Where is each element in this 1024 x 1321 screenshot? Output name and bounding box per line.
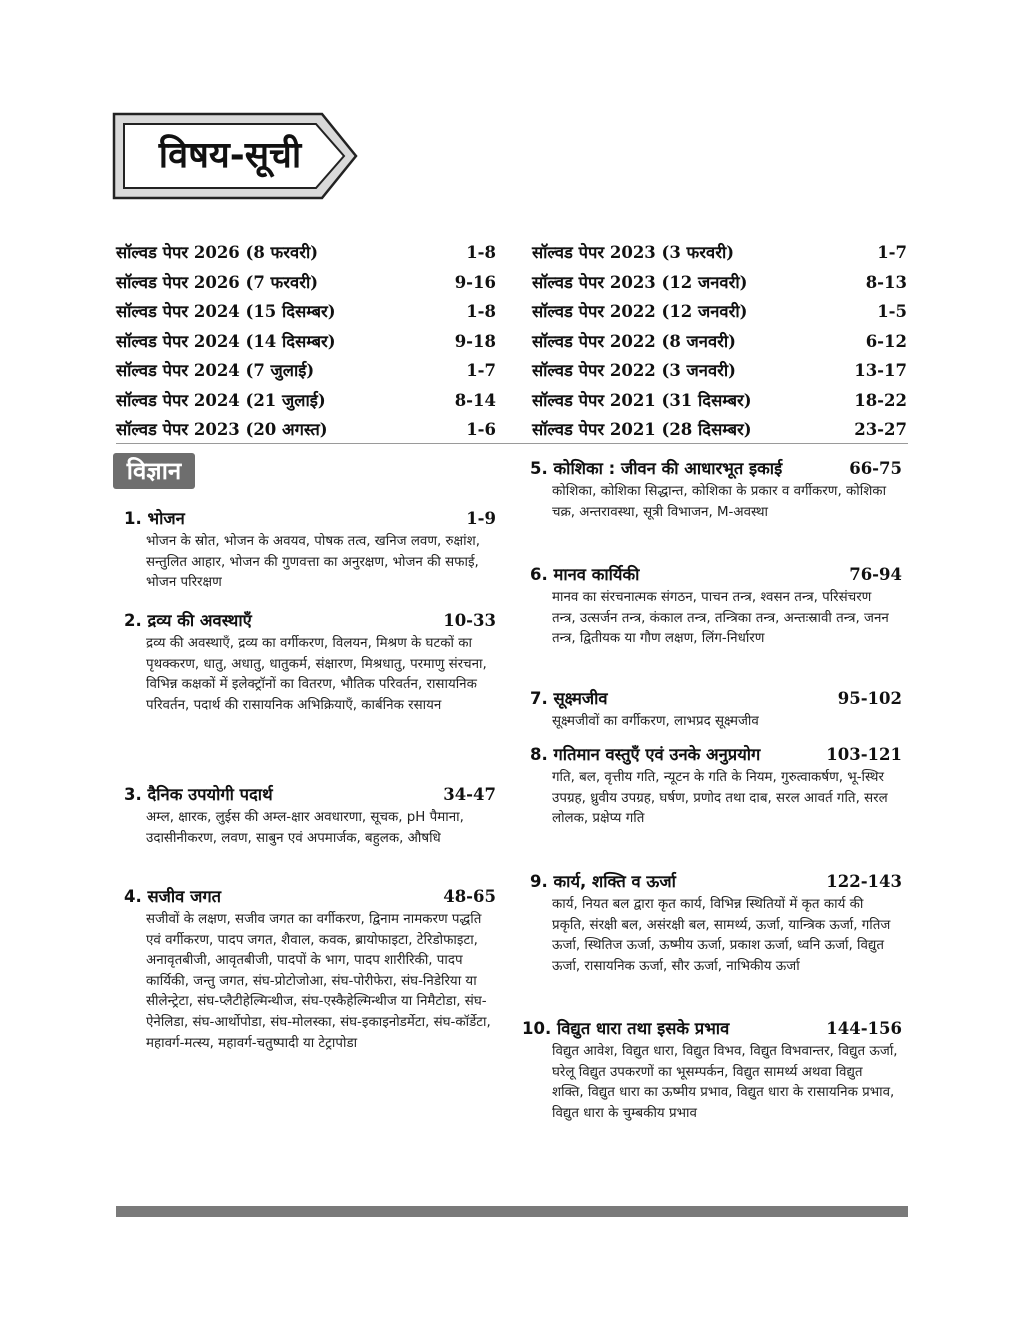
paper-pages: 9-16 — [454, 272, 496, 292]
chapter-number: 4. — [124, 887, 142, 906]
paper-pages: 1-5 — [877, 302, 907, 321]
paper-pages: 1-8 — [466, 243, 496, 262]
chapter-10[interactable] — [522, 1016, 902, 1124]
chapter-heading — [124, 506, 496, 532]
chapter-number: 3. — [124, 785, 142, 804]
chapter-pages: 95-102 — [837, 689, 902, 708]
chapter-topics: भोजन के स्रोत, भोजन के अवयव, पोषक तत्व, खनिज लवण, रुक्षांश, सन्तुलित आहार, भोजन की गुणवत्ता का अनुरक्षण, भोजन की सफाई, भोजन परिरक्षण — [146, 534, 480, 591]
chapter-heading — [124, 884, 496, 910]
chapter-number: 10. — [522, 1019, 552, 1038]
chapter-pages: 48-65 — [443, 887, 496, 906]
paper-label: सॉल्वड पेपर 2026 (8 फरवरी) — [116, 243, 319, 262]
chapter-heading — [530, 742, 902, 768]
footer-bar — [116, 1206, 908, 1217]
chapter-topics: गति, बल, वृत्तीय गति, न्यूटन के गति के नियम, गुरुत्वाकर्षण, भू-स्थिर उपग्रह, ध्रुवीय उपग्रह, घर्षण, प्रणोद तथा दाब, सरल आवर्त गति, सरल लोलक, प्रक्षेप्य गति — [552, 770, 888, 827]
chapter-title: सूक्ष्मजीव — [553, 689, 608, 708]
paper-pages: 23-27 — [854, 420, 907, 439]
chapter-2[interactable] — [124, 608, 496, 716]
paper-label: सॉल्वड पेपर 2022 (12 जनवरी) — [532, 302, 748, 321]
paper-label: सॉल्वड पेपर 2022 (8 जनवरी) — [532, 331, 736, 351]
chapter-6[interactable] — [530, 562, 902, 650]
chapter-pages: 76-94 — [849, 565, 902, 584]
chapter-pages: 1-9 — [466, 509, 496, 528]
paper-row[interactable] — [532, 356, 907, 386]
chapter-pages: 66-75 — [849, 459, 902, 478]
paper-pages: 8-13 — [865, 272, 907, 292]
paper-pages: 1-8 — [466, 302, 496, 321]
paper-label: सॉल्वड पेपर 2024 (14 दिसम्बर) — [116, 331, 336, 351]
chapter-title: भोजन — [147, 509, 185, 528]
chapter-number: 7. — [530, 689, 548, 708]
chapter-topics: मानव का संरचनात्मक संगठन, पाचन तन्त्र, श्वसन तन्त्र, परिसंचरण तन्त्र, उत्सर्जन तन्त्र, कंकाल तन्त्र, तन्त्रिका तन्त्र, अन्तःस्रावी तन्त्र, जनन तन्त्र, द्वितीयक या गौण लक्षण, लिंग-निर्धारण — [552, 590, 889, 647]
paper-label: सॉल्वड पेपर 2021 (31 दिसम्बर) — [532, 390, 752, 410]
chapter-heading — [124, 608, 496, 634]
chapter-topics: सूक्ष्मजीवों का वर्गीकरण, लाभप्रद सूक्ष्मजीव — [552, 714, 759, 729]
chapter-title: द्रव्य की अवस्थाएँ — [147, 611, 252, 630]
paper-label: सॉल्वड पेपर 2024 (21 जुलाई) — [116, 390, 326, 410]
chapter-heading — [522, 1016, 902, 1042]
chapter-title: कार्य, शक्ति व ऊर्जा — [553, 872, 676, 891]
paper-pages: 8-14 — [454, 390, 496, 410]
chapter-number: 6. — [530, 565, 548, 584]
paper-row[interactable] — [116, 415, 496, 445]
chapter-heading — [530, 456, 902, 482]
paper-label: सॉल्वड पेपर 2023 (3 फरवरी) — [532, 243, 735, 262]
chapter-topics: विद्युत आवेश, विद्युत धारा, विद्युत विभव, विद्युत विभवान्तर, विद्युत ऊर्जा, घरेलू विद्युत उपकरणों का भूसम्पर्कन, विद्युत सामर्थ्य अथवा विद्युत शक्ति, विद्युत धारा का ऊष्मीय प्रभाव, विद्युत धारा के रासायनिक प्रभाव, विद्युत धारा के चुम्बकीय प्रभाव — [552, 1044, 898, 1121]
paper-pages: 9-18 — [454, 331, 496, 351]
paper-label: सॉल्वड पेपर 2024 (15 दिसम्बर) — [116, 302, 336, 321]
chapter-heading — [124, 782, 496, 808]
chapter-title: सजीव जगत — [147, 887, 222, 906]
chapter-5[interactable] — [530, 456, 902, 523]
chapter-pages: 10-33 — [443, 611, 496, 630]
page-title: विषय-सूची — [158, 135, 302, 176]
paper-row[interactable] — [532, 386, 907, 416]
paper-label: सॉल्वड पेपर 2024 (7 जुलाई) — [116, 361, 315, 380]
chapter-9[interactable] — [530, 869, 902, 977]
chapter-number: 5. — [530, 459, 548, 478]
paper-row[interactable] — [532, 268, 907, 298]
chapter-number: 2. — [124, 611, 142, 630]
paper-label: सॉल्वड पेपर 2022 (3 जनवरी) — [532, 361, 736, 380]
paper-pages: 1-7 — [877, 243, 907, 262]
paper-label: सॉल्वड पेपर 2023 (20 अगस्त) — [116, 420, 328, 439]
chapter-pages: 122-143 — [826, 872, 902, 891]
chapter-number: 9. — [530, 872, 548, 891]
title-banner — [112, 112, 358, 200]
chapter-heading — [530, 869, 902, 895]
chapter-topics: सजीवों के लक्षण, सजीव जगत का वर्गीकरण, द्विनाम नामकरण पद्धति एवं वर्गीकरण, पादप जगत, शैवाल, कवक, ब्रायोफाइटा, टेरिडोफाइटा, अनावृतबीजी, आवृतबीजी, पादपों के भाग, पादप शारीरिकी, पादप कार्यिकी, जन्तु जगत, संघ-प्रोटोजोआ, संघ-पोरीफेरा, संघ-निडेरिया या सीलेन्ट्रेटा, संघ-प्लैटीहेल्मिन्थीज, संघ-एस्कैहेल्मिन्थीज या निमैटोडा, संघ-ऐनेलिडा, संघ-आर्थोपोडा, संघ-मोलस्का, संघ-इकाइनोडर्मेटा, संघ-कॉर्डेटा, महावर्ग-मत्स्य, महावर्ग-चतुष्पादी या टेट्रापोडा — [146, 912, 491, 1051]
chapter-title: मानव कार्यिकी — [553, 565, 640, 584]
paper-pages: 18-22 — [854, 390, 907, 410]
chapter-1[interactable] — [124, 506, 496, 594]
paper-row[interactable] — [116, 268, 496, 298]
chapter-8[interactable] — [530, 742, 902, 830]
chapter-title: दैनिक उपयोगी पदार्थ — [147, 785, 273, 804]
chapter-number: 8. — [530, 745, 548, 764]
chapter-number: 1. — [124, 509, 142, 528]
chapter-4[interactable] — [124, 884, 496, 1054]
solved-papers-left — [116, 238, 496, 445]
chapter-title: गतिमान वस्तुएँ एवं उनके अनुप्रयोग — [553, 745, 761, 764]
paper-label: सॉल्वड पेपर 2026 (7 फरवरी) — [116, 272, 319, 292]
chapter-pages: 144-156 — [826, 1019, 902, 1038]
paper-row[interactable] — [116, 386, 496, 416]
paper-row[interactable] — [116, 238, 496, 268]
chapter-3[interactable] — [124, 782, 496, 849]
chapter-topics: कोशिका, कोशिका सिद्धान्त, कोशिका के प्रकार व वर्गीकरण, कोशिका चक्र, अन्तरावस्था, सूत्री विभाजन, M-अवस्था — [552, 484, 887, 520]
chapter-7[interactable] — [530, 686, 902, 733]
divider — [116, 443, 908, 444]
chapter-topics: कार्य, नियत बल द्वारा कृत कार्य, विभिन्न स्थितियों में कृत कार्य की प्रकृति, संरक्षी बल, असंरक्षी बल, सामर्थ्य, ऊर्जा, यान्त्रिक ऊर्जा, गतिज ऊर्जा, स्थितिज ऊर्जा, ऊष्मीय ऊर्जा, प्रकाश ऊर्जा, ध्वनि ऊर्जा, विद्युत ऊर्जा, रासायनिक ऊर्जा, सौर ऊर्जा, नाभिकीय ऊर्जा — [552, 897, 891, 974]
chapter-pages: 34-47 — [443, 785, 496, 804]
paper-row[interactable] — [532, 415, 907, 445]
paper-row[interactable] — [532, 327, 907, 357]
paper-pages: 1-6 — [466, 420, 496, 439]
paper-row[interactable] — [116, 327, 496, 357]
chapter-heading — [530, 562, 902, 588]
chapter-heading — [530, 686, 902, 712]
section-badge — [113, 453, 195, 489]
paper-row[interactable] — [532, 238, 907, 268]
paper-row[interactable] — [116, 356, 496, 386]
chapter-topics: अम्ल, क्षारक, लुईस की अम्ल-क्षार अवधारणा, सूचक, pH पैमाना, उदासीनीकरण, लवण, साबुन एवं अपमार्जक, बहुलक, औषधि — [146, 810, 464, 846]
chapter-pages: 103-121 — [826, 745, 902, 764]
paper-pages: 13-17 — [854, 361, 907, 380]
paper-row[interactable] — [116, 297, 496, 327]
chapter-title: कोशिका : जीवन की आधारभूत इकाई — [553, 459, 783, 478]
paper-pages: 6-12 — [865, 331, 907, 351]
paper-label: सॉल्वड पेपर 2021 (28 दिसम्बर) — [532, 420, 752, 439]
paper-row[interactable] — [532, 297, 907, 327]
paper-pages: 1-7 — [466, 361, 496, 380]
section-title: विज्ञान — [126, 457, 182, 485]
paper-label: सॉल्वड पेपर 2023 (12 जनवरी) — [532, 272, 748, 292]
chapter-title: विद्युत धारा तथा इसके प्रभाव — [556, 1019, 730, 1038]
chapter-topics: द्रव्य की अवस्थाएँ, द्रव्य का वर्गीकरण, विलयन, मिश्रण के घटकों का पृथक्करण, धातु, अधातु, धातुकर्म, संक्षारण, मिश्रधातु, परमाणु संरचना, विभिन्न कक्षकों में इलेक्ट्रॉनों का वितरण, भौतिक परिवर्तन, रासायनिक परिवर्तन, पदार्थ की रासायनिक अभिक्रियाएँ, कार्बनिक रसायन — [146, 636, 487, 713]
solved-papers-right — [532, 238, 907, 445]
